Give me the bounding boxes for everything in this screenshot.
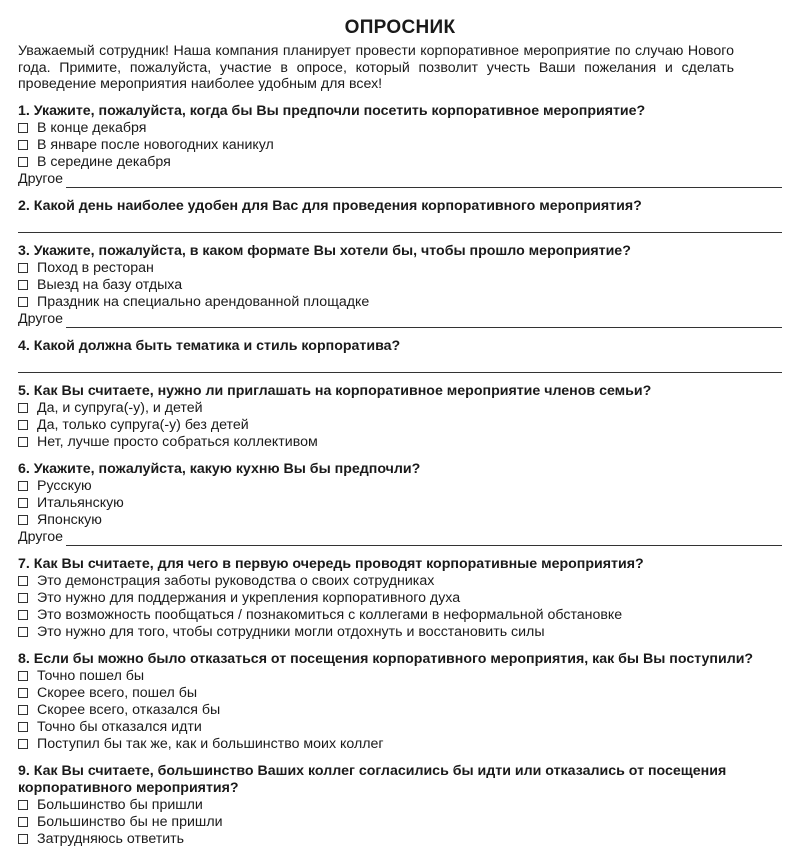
checkbox[interactable] bbox=[18, 263, 28, 273]
other-answer-line[interactable] bbox=[66, 314, 782, 328]
option-label: В январе после новогодних каникул bbox=[37, 136, 274, 153]
other-answer-line[interactable] bbox=[66, 174, 782, 188]
option-label: Это нужно для того, чтобы сотрудники могли отдохнуть и восстановить силы bbox=[37, 623, 545, 640]
answer-option[interactable] bbox=[18, 831, 782, 848]
option-label: Праздник на специально арендованной площадке bbox=[37, 293, 370, 310]
question-5 bbox=[18, 383, 782, 451]
option-label: Точно пошел бы bbox=[37, 667, 145, 684]
option-label: Затрудняюсь ответить bbox=[37, 830, 185, 847]
checkbox[interactable] bbox=[18, 722, 28, 732]
question-title: 1. Укажите, пожалуйста, когда бы Вы предпочли посетить корпоративное мероприятие? bbox=[18, 102, 646, 119]
other-label: Другое bbox=[18, 170, 64, 187]
answer-option[interactable] bbox=[18, 478, 782, 495]
option-label: Поход в ресторан bbox=[37, 259, 154, 276]
question-9 bbox=[18, 763, 782, 848]
option-label: Итальянскую bbox=[37, 494, 124, 511]
question-3 bbox=[18, 243, 782, 328]
question-2 bbox=[18, 198, 782, 233]
checkbox[interactable] bbox=[18, 739, 28, 749]
option-label: Это демонстрация заботы руководства о своих сотрудниках bbox=[37, 572, 435, 589]
option-label: Это возможность пообщаться / познакомиться с коллегами в неформальной обстановке bbox=[37, 606, 623, 623]
checkbox[interactable] bbox=[18, 297, 28, 307]
checkbox[interactable] bbox=[18, 140, 28, 150]
question-6 bbox=[18, 461, 782, 546]
answer-option[interactable] bbox=[18, 495, 782, 512]
intro-text: Уважаемый сотрудник! Наша компания планирует провести корпоративное мероприятие по случаю Нового года. Примите, пожалуйста, участие в опросе, который позволит учесть Ваши пожелания и сделать проведение мероприятия наиболее удобным для всех! bbox=[18, 43, 734, 92]
answer-option[interactable] bbox=[18, 120, 782, 137]
answer-option[interactable] bbox=[18, 434, 782, 451]
checkbox[interactable] bbox=[18, 576, 28, 586]
checkbox[interactable] bbox=[18, 437, 28, 447]
option-label: Выезд на базу отдыха bbox=[37, 276, 183, 293]
question-title: 5. Как Вы считаете, нужно ли приглашать на корпоративное мероприятие членов семьи? bbox=[18, 382, 652, 399]
answer-option[interactable] bbox=[18, 277, 782, 294]
question-7 bbox=[18, 556, 782, 641]
other-label: Другое bbox=[18, 528, 64, 545]
checkbox[interactable] bbox=[18, 280, 28, 290]
question-4 bbox=[18, 338, 782, 373]
question-title: 2. Какой день наиболее удобен для Вас для проведения корпоративного мероприятия? bbox=[18, 197, 642, 214]
answer-option[interactable] bbox=[18, 719, 782, 736]
question-title: 4. Какой должна быть тематика и стиль корпоратива? bbox=[18, 337, 401, 354]
answer-option[interactable] bbox=[18, 512, 782, 529]
answer-option[interactable] bbox=[18, 294, 782, 311]
option-label: В конце декабря bbox=[37, 119, 147, 136]
checkbox[interactable] bbox=[18, 817, 28, 827]
answer-option[interactable] bbox=[18, 590, 782, 607]
checkbox[interactable] bbox=[18, 705, 28, 715]
answer-option[interactable] bbox=[18, 736, 782, 753]
question-8 bbox=[18, 651, 782, 753]
checkbox[interactable] bbox=[18, 834, 28, 844]
option-label: Японскую bbox=[37, 511, 102, 528]
option-label: Большинство бы пришли bbox=[37, 796, 203, 813]
question-title: 9. Как Вы считаете, большинство Ваших коллег согласились бы идти или отказались от посещения корпоративного мероприятия? bbox=[18, 762, 727, 796]
answer-option[interactable] bbox=[18, 814, 782, 831]
checkbox[interactable] bbox=[18, 688, 28, 698]
answer-option[interactable] bbox=[18, 797, 782, 814]
question-title: 7. Как Вы считаете, для чего в первую очередь проводят корпоративные мероприятия? bbox=[18, 555, 644, 572]
answer-line[interactable] bbox=[18, 355, 782, 373]
checkbox[interactable] bbox=[18, 420, 28, 430]
answer-option[interactable] bbox=[18, 624, 782, 641]
answer-option[interactable] bbox=[18, 400, 782, 417]
option-label: Скорее всего, пошел бы bbox=[37, 684, 198, 701]
option-label: Нет, лучше просто собраться коллективом bbox=[37, 433, 318, 450]
answer-option[interactable] bbox=[18, 668, 782, 685]
answer-option[interactable] bbox=[18, 137, 782, 154]
other-answer-field[interactable] bbox=[18, 171, 782, 188]
answer-option[interactable] bbox=[18, 607, 782, 624]
checkbox[interactable] bbox=[18, 610, 28, 620]
answer-option[interactable] bbox=[18, 573, 782, 590]
checkbox[interactable] bbox=[18, 481, 28, 491]
question-title: 6. Укажите, пожалуйста, какую кухню Вы бы предпочли? bbox=[18, 460, 421, 477]
option-label: Да, и супруга(-у), и детей bbox=[37, 399, 203, 416]
option-label: Русскую bbox=[37, 477, 92, 494]
page-title: ОПРОСНИК bbox=[344, 17, 456, 38]
checkbox[interactable] bbox=[18, 515, 28, 525]
answer-option[interactable] bbox=[18, 154, 782, 171]
option-label: Это нужно для поддержания и укрепления корпоративного духа bbox=[37, 589, 461, 606]
other-answer-field[interactable] bbox=[18, 529, 782, 546]
question-1 bbox=[18, 103, 782, 188]
question-title: 3. Укажите, пожалуйста, в каком формате Вы хотели бы, чтобы прошло мероприятие? bbox=[18, 242, 631, 259]
checkbox[interactable] bbox=[18, 593, 28, 603]
answer-option[interactable] bbox=[18, 417, 782, 434]
checkbox[interactable] bbox=[18, 800, 28, 810]
option-label: Поступил бы так же, как и большинство моих коллег bbox=[37, 735, 384, 752]
option-label: В середине декабря bbox=[37, 153, 171, 170]
answer-option[interactable] bbox=[18, 685, 782, 702]
checkbox[interactable] bbox=[18, 123, 28, 133]
option-label: Точно бы отказался идти bbox=[37, 718, 202, 735]
answer-option[interactable] bbox=[18, 702, 782, 719]
checkbox[interactable] bbox=[18, 157, 28, 167]
question-title: 8. Если бы можно было отказаться от посещения корпоративного мероприятия, как бы Вы поступили? bbox=[18, 650, 754, 667]
answer-option[interactable] bbox=[18, 260, 782, 277]
questions-list bbox=[18, 103, 782, 848]
answer-line[interactable] bbox=[18, 215, 782, 233]
checkbox[interactable] bbox=[18, 498, 28, 508]
other-answer-field[interactable] bbox=[18, 311, 782, 328]
option-label: Большинство бы не пришли bbox=[37, 813, 223, 830]
other-label: Другое bbox=[18, 310, 64, 327]
checkbox[interactable] bbox=[18, 403, 28, 413]
checkbox[interactable] bbox=[18, 671, 28, 681]
option-label: Да, только супруга(-у) без детей bbox=[37, 416, 249, 433]
checkbox[interactable] bbox=[18, 627, 28, 637]
other-answer-line[interactable] bbox=[66, 532, 782, 546]
option-label: Скорее всего, отказался бы bbox=[37, 701, 221, 718]
